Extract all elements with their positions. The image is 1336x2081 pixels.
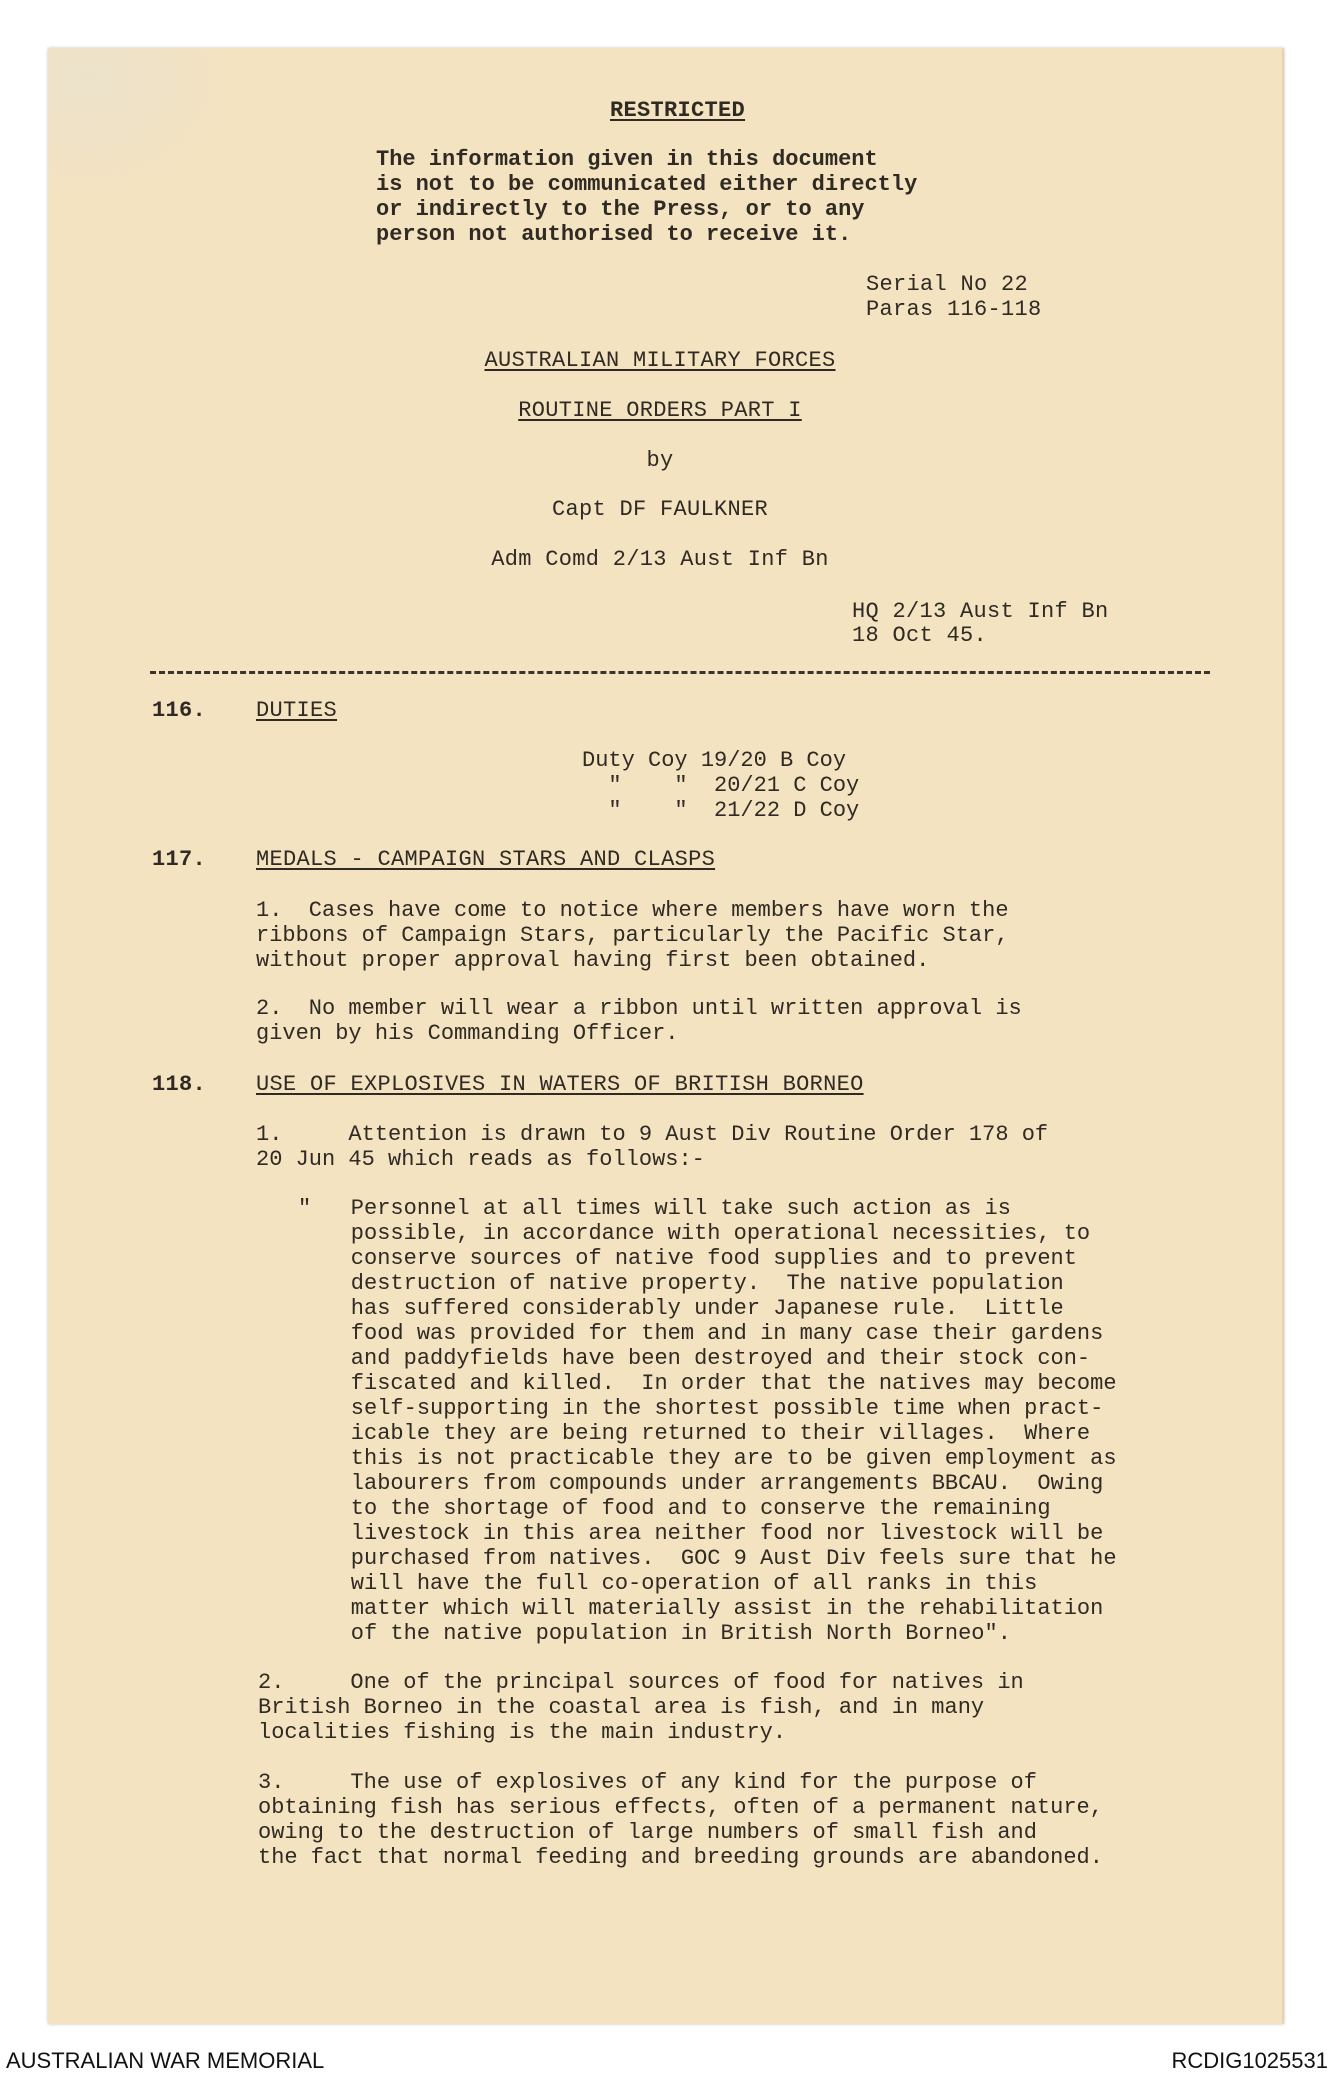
text-line: food was provided for them and in many case their gardens bbox=[298, 1321, 1104, 1346]
security-notice bbox=[376, 147, 917, 247]
text-line: purchased from natives. GOC 9 Aust Div feels sure that he bbox=[298, 1546, 1117, 1571]
text-line: the fact that normal feeding and breeding grounds are abandoned. bbox=[258, 1845, 1103, 1870]
document-date: 18 Oct 45. bbox=[852, 623, 988, 648]
duty-row: " " 21/22 D Coy bbox=[582, 798, 860, 823]
text-line: will have the full co-operation of all ranks in this bbox=[298, 1571, 1038, 1596]
section-number-117: 117. bbox=[152, 847, 207, 872]
document-title: ROUTINE ORDERS PART I bbox=[518, 398, 802, 423]
archive-credit: AUSTRALIAN WAR MEMORIAL bbox=[6, 2048, 325, 2073]
quoted-routine-order bbox=[298, 1196, 1117, 1646]
text-line: British Borneo in the coastal area is fish, and in many bbox=[258, 1695, 985, 1720]
text-line: this is not practicable they are to be given employment as bbox=[298, 1446, 1117, 1471]
image-reference: RCDIG1025531 bbox=[1171, 2048, 1328, 2073]
serial-number: Serial No 22 bbox=[866, 272, 1029, 297]
explosives-paragraph-2 bbox=[258, 1670, 1024, 1745]
header-divider bbox=[150, 671, 1210, 674]
text-line: destruction of native property. The native population bbox=[298, 1271, 1064, 1296]
section-title-explosives: USE OF EXPLOSIVES IN WATERS OF BRITISH BORNEO bbox=[256, 1072, 864, 1097]
text-line: owing to the destruction of large numbers of small fish and bbox=[258, 1820, 1037, 1845]
text-line: and paddyfields have been destroyed and their stock con- bbox=[298, 1346, 1091, 1371]
text-line: localities fishing is the main industry. bbox=[258, 1720, 787, 1745]
section-number-116: 116. bbox=[152, 698, 207, 723]
text-line: obtaining fish has serious effects, often of a permanent nature, bbox=[258, 1795, 1103, 1820]
text-line: icable they are being returned to their villages. Where bbox=[298, 1421, 1091, 1446]
text-line: 2. One of the principal sources of food for natives in bbox=[258, 1670, 1024, 1695]
by-line: by bbox=[646, 448, 674, 473]
section-number-118: 118. bbox=[152, 1072, 207, 1097]
explosives-paragraph-1 bbox=[256, 1122, 1048, 1172]
paras-range: Paras 116-118 bbox=[866, 297, 1042, 322]
duty-roster bbox=[582, 748, 859, 823]
section-title-duties: DUTIES bbox=[256, 698, 338, 723]
notice-line: or indirectly to the Press, or to any bbox=[376, 197, 865, 222]
notice-line: person not authorised to receive it. bbox=[376, 222, 852, 247]
medals-paragraph-1 bbox=[256, 898, 1009, 973]
officer-name: Capt DF FAULKNER bbox=[551, 497, 769, 522]
explosives-paragraph-3 bbox=[258, 1770, 1103, 1870]
classification-heading: RESTRICTED bbox=[610, 98, 746, 123]
text-line: 1. Cases have come to notice where members have worn the bbox=[256, 898, 1009, 923]
text-line: fiscated and killed. In order that the natives may become bbox=[298, 1371, 1117, 1396]
text-line: labourers from compounds under arrangements BBCAU. Owing bbox=[298, 1471, 1104, 1496]
text-line: 3. The use of explosives of any kind for the purpose of bbox=[258, 1770, 1037, 1795]
duty-row: " " 20/21 C Coy bbox=[582, 773, 860, 798]
text-line: 1. Attention is drawn to 9 Aust Div Routine Order 178 of bbox=[256, 1122, 1049, 1147]
officer-appointment: Adm Comd 2/13 Aust Inf Bn bbox=[491, 547, 829, 572]
text-line: 20 Jun 45 which reads as follows:- bbox=[256, 1147, 705, 1172]
text-line: conserve sources of native food supplies and to prevent bbox=[298, 1246, 1077, 1271]
org-heading: AUSTRALIAN MILITARY FORCES bbox=[484, 348, 836, 373]
text-line: possible, in accordance with operational necessities, to bbox=[298, 1221, 1091, 1246]
text-line: without proper approval having first been obtained. bbox=[256, 948, 930, 973]
medals-paragraph-2 bbox=[256, 996, 1022, 1046]
hq-address: HQ 2/13 Aust Inf Bn bbox=[852, 599, 1109, 624]
notice-line: is not to be communicated either directly bbox=[376, 172, 918, 197]
notice-line: The information given in this document bbox=[376, 147, 878, 172]
duty-row: Duty Coy 19/20 B Coy bbox=[582, 748, 847, 773]
text-line: 2. No member will wear a ribbon until written approval is bbox=[256, 996, 1022, 1021]
text-line: given by his Commanding Officer. bbox=[256, 1021, 679, 1046]
text-line: of the native population in British North Borneo". bbox=[298, 1621, 1011, 1646]
text-line: ribbons of Campaign Stars, particularly the Pacific Star, bbox=[256, 923, 1009, 948]
text-line: self-supporting in the shortest possible time when pract- bbox=[298, 1396, 1104, 1421]
section-title-medals: MEDALS - CAMPAIGN STARS AND CLASPS bbox=[256, 847, 716, 872]
text-line: matter which will materially assist in the rehabilitation bbox=[298, 1596, 1104, 1621]
text-line: has suffered considerably under Japanese rule. Little bbox=[298, 1296, 1064, 1321]
text-line: " Personnel at all times will take such action as is bbox=[298, 1196, 1011, 1221]
text-line: to the shortage of food and to conserve the remaining bbox=[298, 1496, 1051, 1521]
text-line: livestock in this area neither food nor livestock will be bbox=[298, 1521, 1104, 1546]
